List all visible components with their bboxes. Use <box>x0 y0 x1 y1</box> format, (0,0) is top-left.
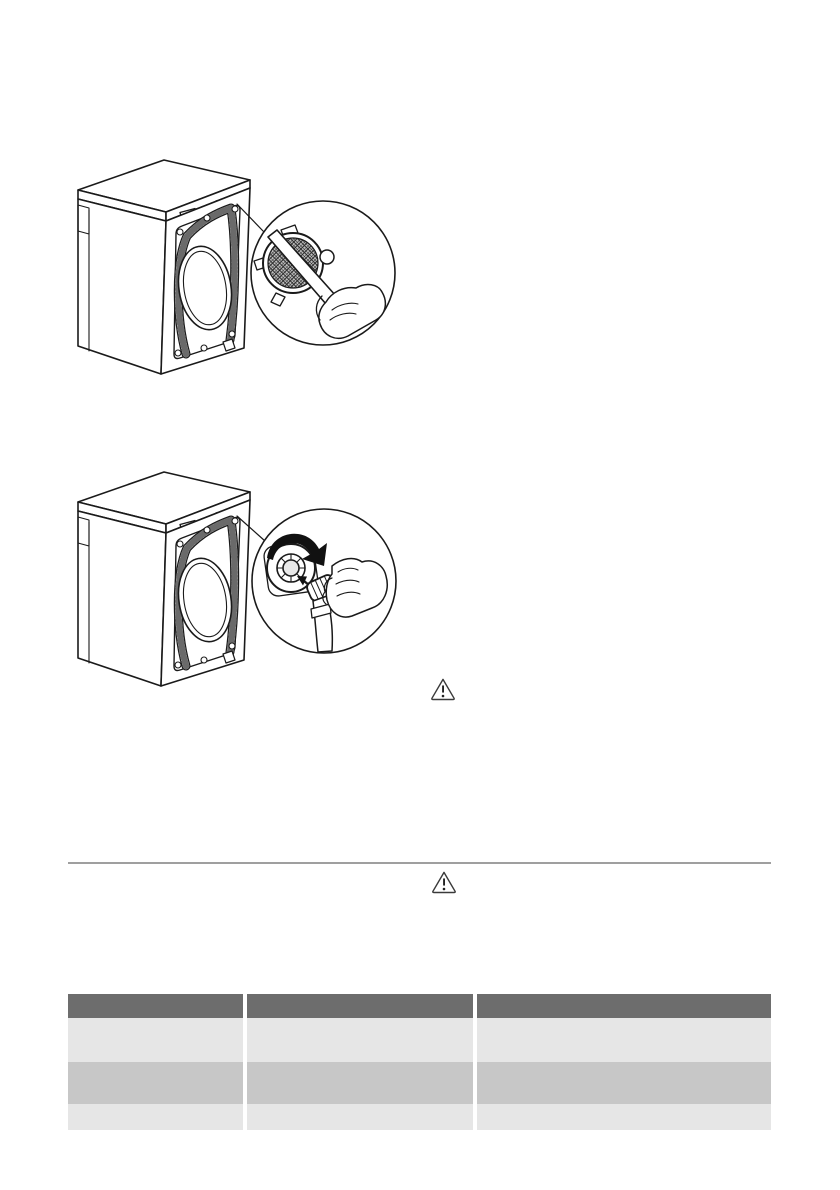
table-cell <box>243 1062 473 1104</box>
drain-stub-icon <box>223 339 235 351</box>
figure-hose-connection <box>64 462 400 702</box>
washer-rear-hose-figure <box>64 462 400 702</box>
figure-filter-cleaning <box>64 150 400 390</box>
table-cell <box>473 1018 771 1062</box>
table-cell <box>68 1018 243 1062</box>
seal-ring-icon <box>320 250 334 264</box>
table-cell <box>473 1062 771 1104</box>
table-row <box>68 1104 771 1130</box>
header-cell <box>243 994 473 1018</box>
drain-stub-icon <box>223 651 235 663</box>
table-row <box>68 1018 771 1062</box>
header-cell <box>68 994 243 1018</box>
table-cell <box>243 1018 473 1062</box>
washing-machine-rear-illustration <box>78 472 265 686</box>
table-header-row <box>68 994 771 1018</box>
table-cell <box>243 1104 473 1130</box>
magnifier-inset-circle <box>252 509 396 653</box>
table-cell <box>68 1062 243 1104</box>
header-cell <box>473 994 771 1018</box>
washing-machine-rear-illustration <box>78 160 264 374</box>
table-cell <box>473 1104 771 1130</box>
magnifier-inset-circle <box>251 201 395 345</box>
section-divider <box>68 862 771 864</box>
warning-icon <box>430 677 456 702</box>
washer-rear-filter-figure <box>64 150 400 390</box>
warning-icon <box>431 870 457 895</box>
table-row <box>68 1062 771 1104</box>
data-table <box>68 994 771 1130</box>
table-cell <box>68 1104 243 1130</box>
